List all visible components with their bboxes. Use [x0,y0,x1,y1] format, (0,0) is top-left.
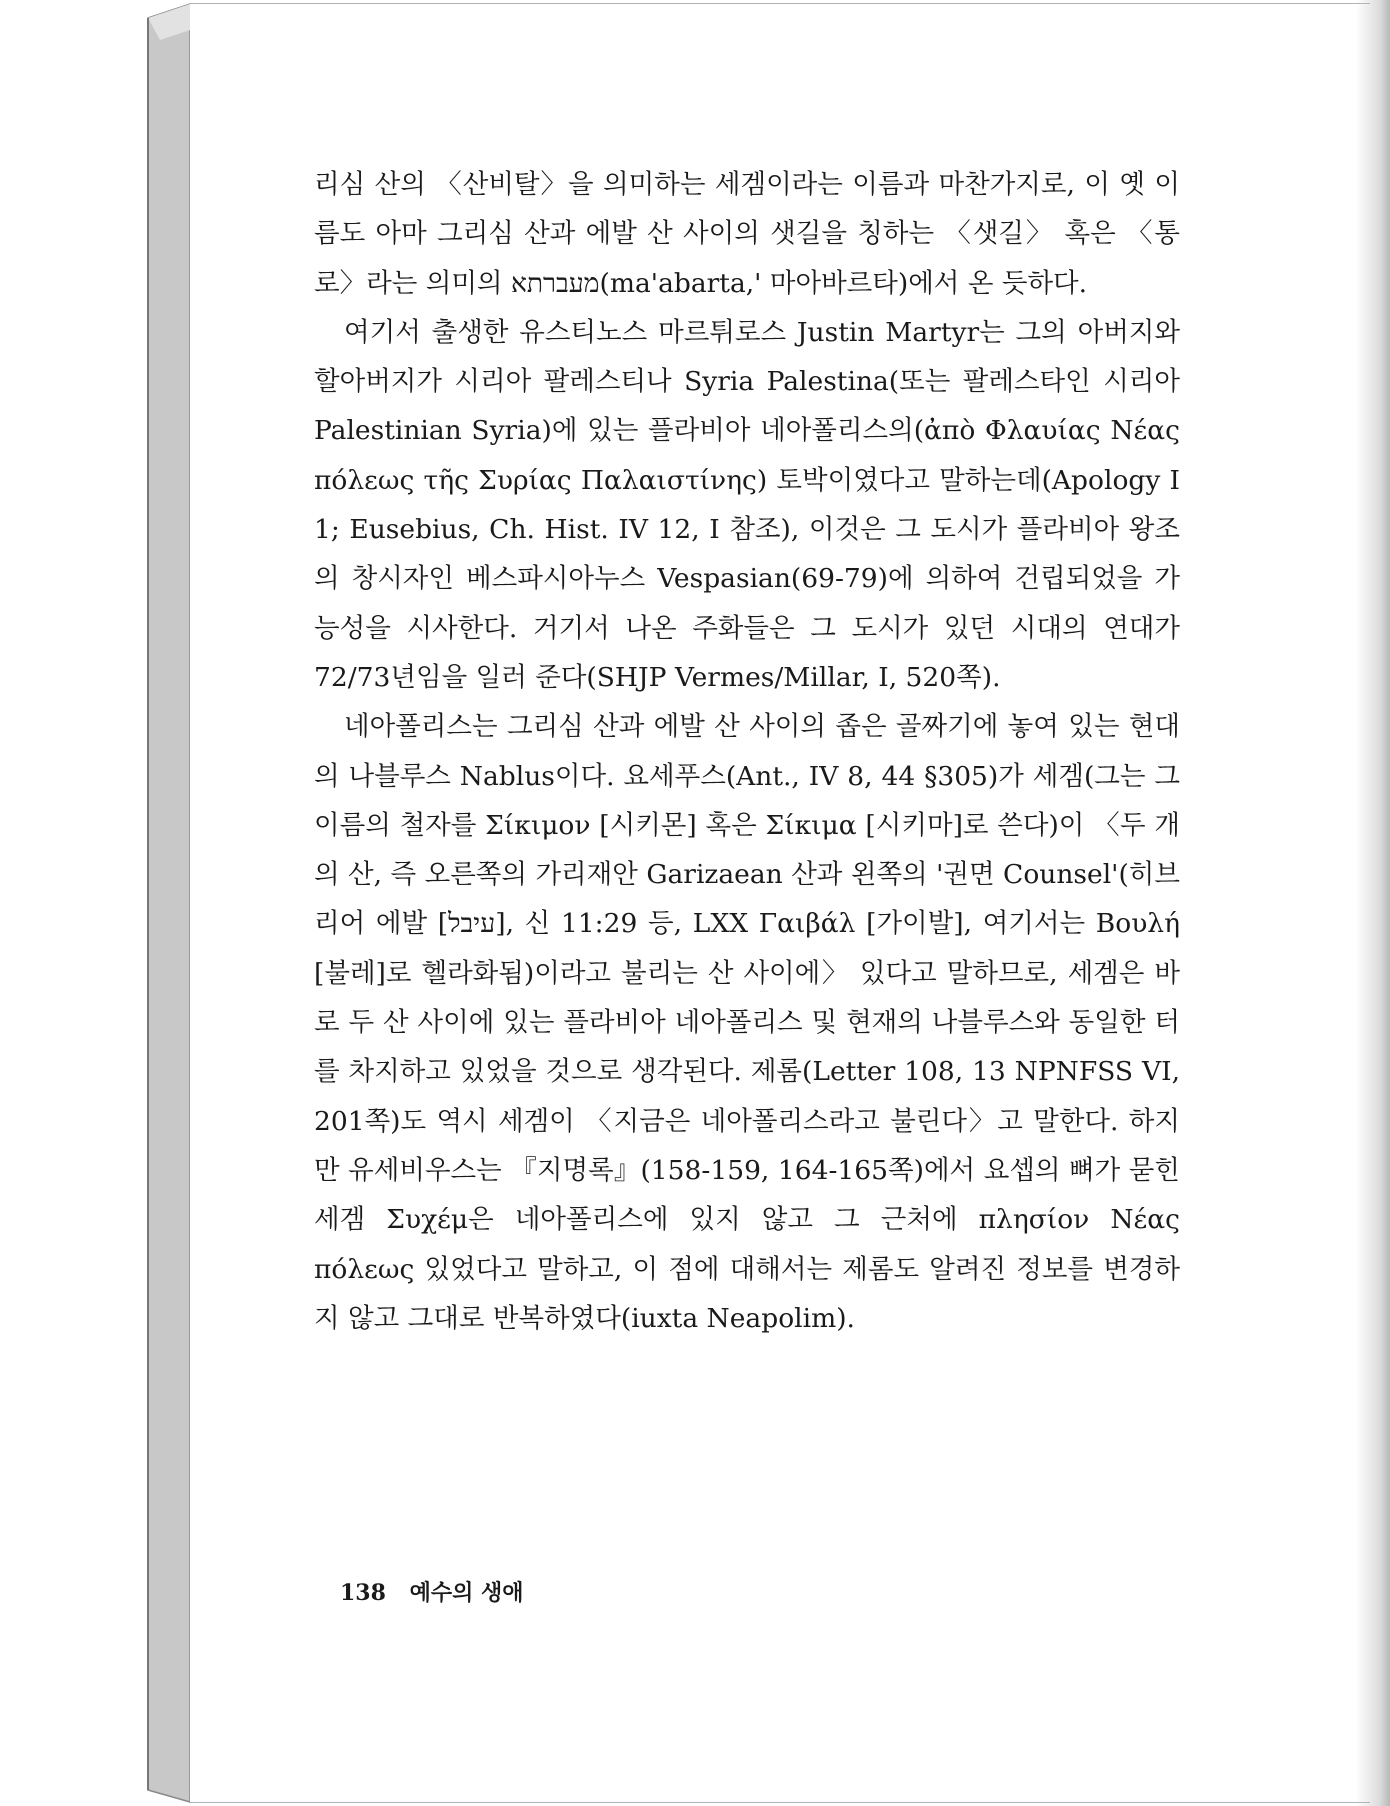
paragraph-3-text: 네아폴리스는 그리심 산과 에발 산 사이의 좁은 골짜기에 놓여 있는 현대의 나블루스 Nablus이다. 요세푸스(Ant., IV 8, 44 §305)가 세겜(그는 그 이름의 철자를 Σίκιμον [시키몬] 혹은 Σίκιμα [시키마]로 쓴다)이 〈두 개의 산, 즉 오른쪽의 가리재안 Garizaean 산과 왼쪽의 '권면 Counsel'(히브리어 에발 [עיבל], 신 11:29 등, LXX Γαιβάλ [가이발], 여기서는 Βουλή [불레]로 헬라화됨)이라고 불리는 산 사이에〉 있다고 말하므로, 세겜은 바로 두 산 사이에 있는 플라비아 네아폴리스 및 현재의 나블루스와 동일한 터를 차지하고 있었을 것으로 생각된다. 제롬(Letter 108, 13 NPNFSS VI, 201쪽)도 역시 세겜이 〈지금은 네아폴리스라고 불린다〉고 말한다. 하지만 유세비우스는 『지명록』(158-159, 164-165쪽)에서 요셉의 뼈가 묻힌 세겜 Συχέμ은 네아폴리스에 있지 않고 그 근처에 πλησίον Νέας πόλεως 있었다고 말하고, 이 점에 대해서는 제롬도 알려진 정보를 변경하지 않고 그대로 반복하였다(iuxta Neapolim). [314,711,1180,1334]
page-right-shadow [1356,0,1390,1806]
body-text [314,160,1180,1343]
page-footer [340,1576,524,1607]
page-number: 138 [340,1580,386,1606]
paragraph-1: 리심 산의 〈산비탈〉을 의미하는 세겜이라는 이름과 마찬가지로, 이 옛 이름도 아마 그리심 산과 에발 산 사이의 샛길을 칭하는 〈샛길〉 혹은 〈통로〉라는 의미의 מעברתא(ma'abarta,' 마아바르타)에서 온 듯하다. [314,169,1180,299]
paragraph-3 [314,702,1180,1343]
paragraph-2-text: 여기서 출생한 유스티노스 마르튀로스 Justin Martyr는 그의 아버지와 할아버지가 시리아 팔레스티나 Syria Palestina(또는 팔레스타인 시리아 Palestinian Syria)에 있는 플라비아 네아폴리스의(ἀπὸ Φλαυίας Νέας πόλεως τῆς Συρίας Παλαιστίνης) 토박이였다고 말하는데(Apology I 1; Eusebius, Ch. Hist. IV 12, I 참조), 이것은 그 도시가 플라비아 왕조의 창시자인 베스파시아누스 Vespasian(69-79)에 의하여 건립되었을 가능성을 시사한다. 거기서 나온 주화들은 그 도시가 있던 시대의 연대가 72/73년임을 일러 준다(SHJP Vermes/Millar, I, 520쪽). [314,316,1180,693]
running-title: 예수의 생애 [409,1580,524,1606]
paragraph-2 [314,308,1180,702]
